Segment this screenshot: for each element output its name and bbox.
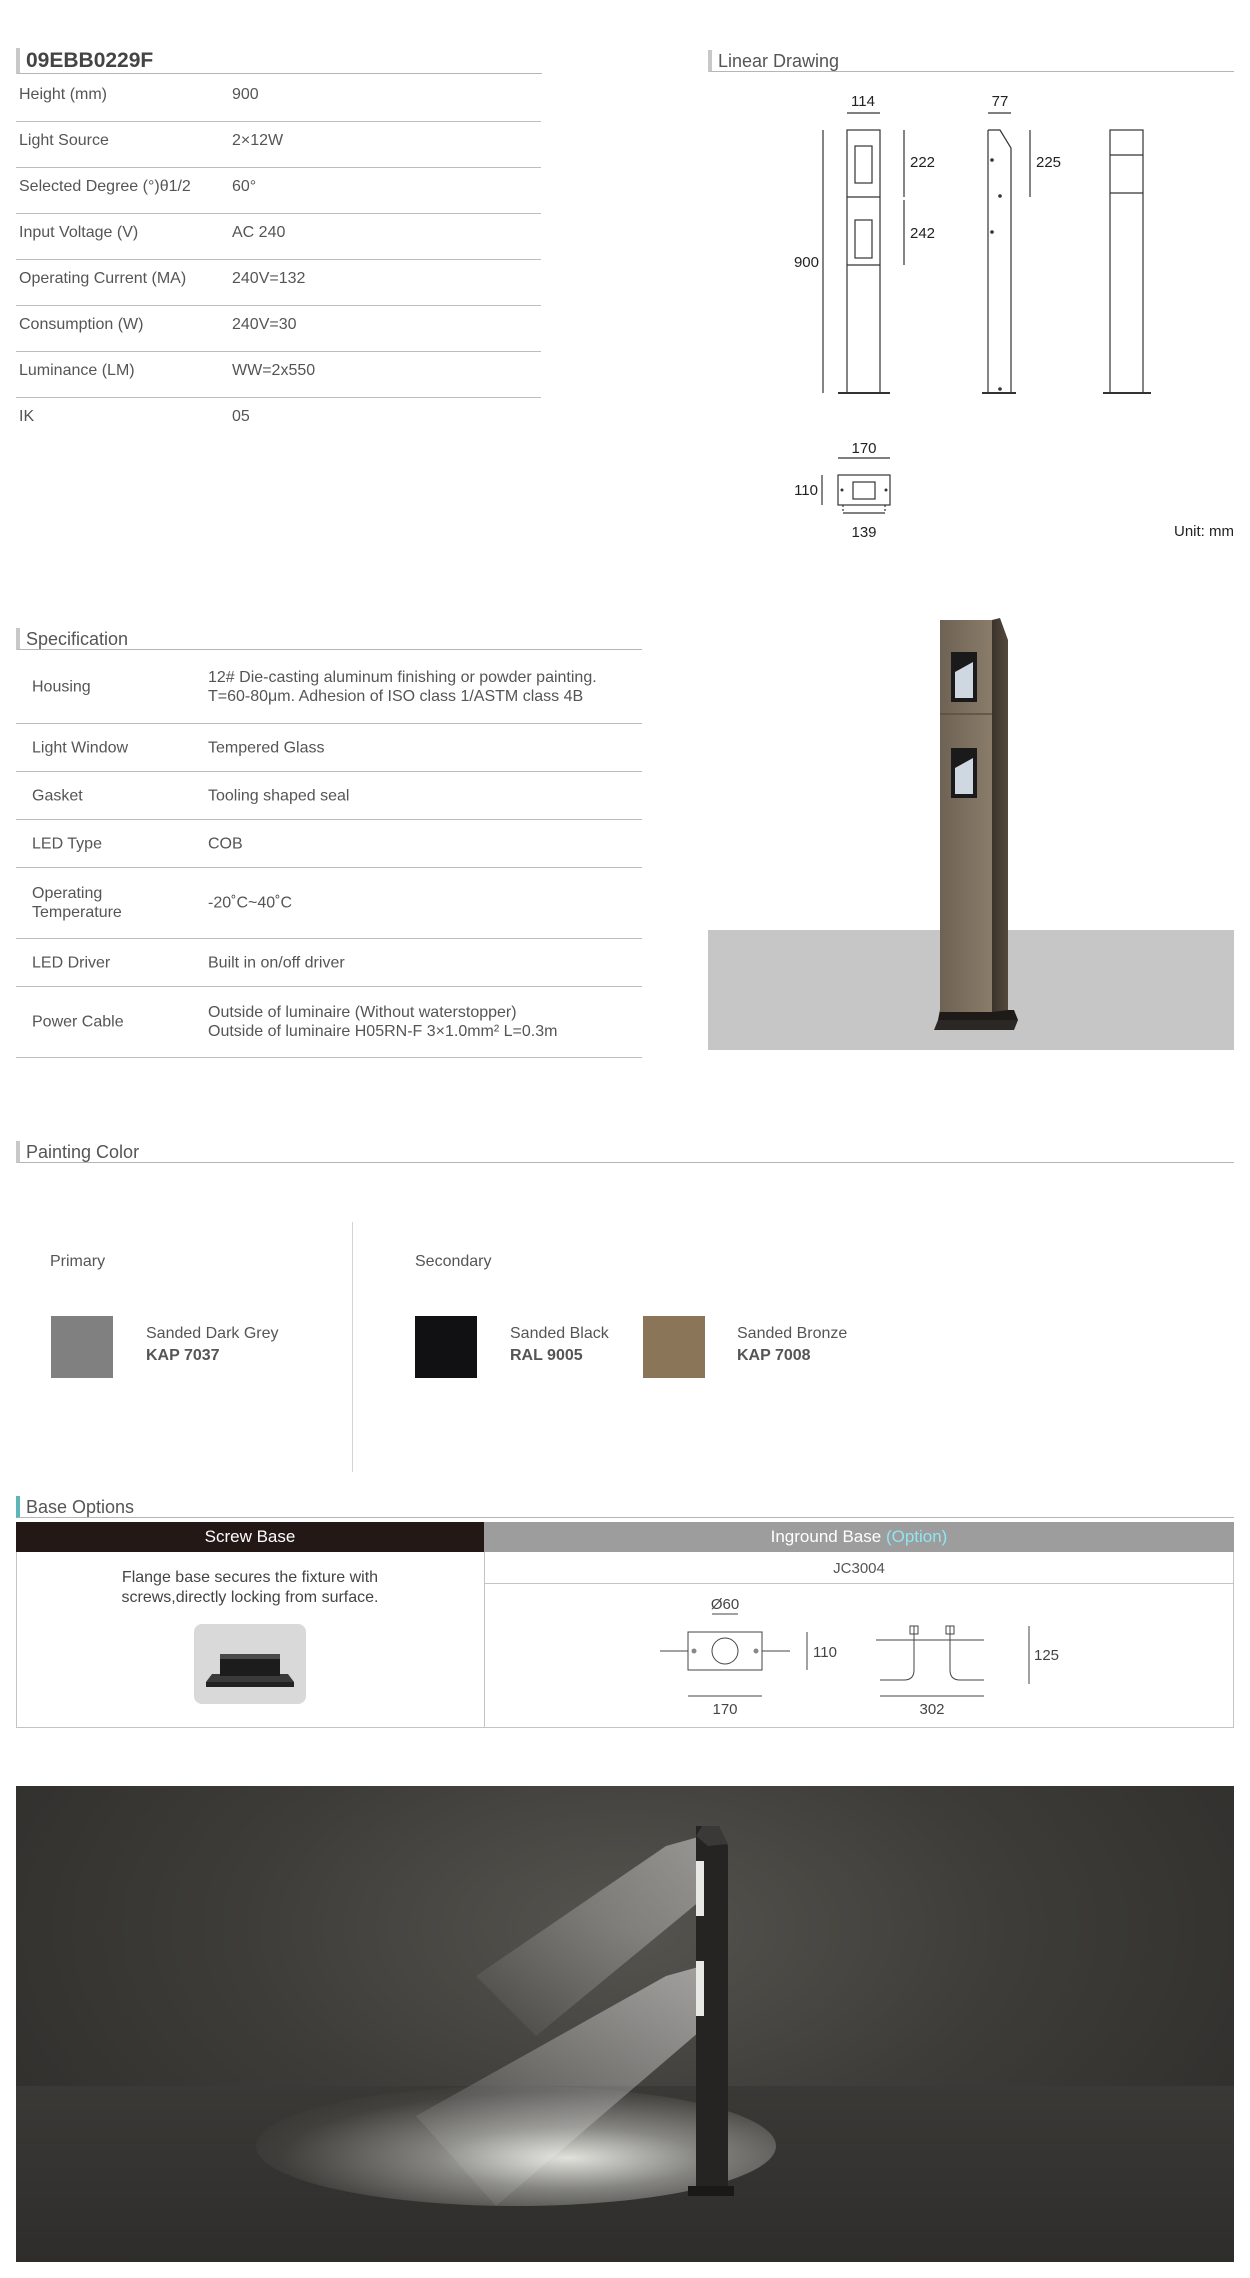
screw-base-image — [194, 1624, 306, 1704]
color-code: KAP 7008 — [737, 1347, 811, 1364]
spec-value: 12# Die-casting aluminum finishing or powder painting. T=60-80μm. Adhesion of ISO class 1/ASTM class 4B — [208, 669, 597, 705]
param-value: 240V=30 — [232, 316, 297, 333]
spec-row-led-type — [16, 820, 642, 868]
spec-label: LED Type — [32, 835, 102, 852]
spec-label: LED Driver — [32, 954, 111, 971]
param-label: Light Source — [19, 132, 109, 149]
color-swatch-dark-grey — [51, 1316, 113, 1378]
spec-row-operating-temperature — [16, 868, 642, 939]
color-code: RAL 9005 — [510, 1347, 583, 1364]
dim-base-depth: 110 — [794, 482, 818, 499]
param-value: WW=2x550 — [232, 362, 316, 379]
color-name: Sanded Dark Grey — [146, 1325, 279, 1342]
dim-plate-width: 170 — [712, 1701, 738, 1718]
spec-value: COB — [208, 835, 243, 852]
night-render — [16, 1786, 1234, 2262]
param-label: Input Voltage (V) — [19, 224, 139, 241]
screw-base-description: Flange base secures the fixture with screws,directly locking from surface. — [121, 1569, 379, 1606]
param-label: Consumption (W) — [19, 316, 144, 333]
secondary-label: Secondary — [415, 1253, 492, 1270]
dim-side-window: 225 — [1036, 154, 1062, 171]
spec-row-led-driver — [16, 939, 642, 987]
spec-label: Light Window — [32, 739, 129, 756]
option-tag: (Option) — [885, 1527, 948, 1546]
param-label: Height (mm) — [19, 86, 108, 103]
param-value: 60° — [232, 178, 257, 195]
param-label: Luminance (LM) — [19, 362, 135, 379]
spec-row-light-window — [16, 724, 642, 772]
unit-label: Unit: mm — [1174, 523, 1234, 540]
inground-base-header: Inground Base (Option) — [484, 1522, 1234, 1552]
spec-value: Tooling shaped seal — [208, 787, 350, 804]
spec-label: Gasket — [32, 787, 83, 804]
spec-value: Tempered Glass — [208, 739, 325, 756]
spec-row-gasket — [16, 772, 642, 820]
spec-label: Housing — [32, 678, 91, 696]
param-value: 240V=132 — [232, 270, 306, 287]
dim-base-width: 170 — [851, 440, 877, 457]
spec-value: Outside of luminaire (Without waterstopper) Outside of luminaire H05RN-F 3×1.0mm² L=0.3m — [208, 1004, 558, 1040]
product-code: 09EBB0229F — [16, 48, 542, 74]
primary-label: Primary — [50, 1253, 106, 1270]
dim-base-inner: 139 — [851, 524, 877, 541]
dim-window-2: 242 — [910, 225, 936, 242]
inground-model: JC3004 — [833, 1560, 885, 1577]
spec-row-housing — [16, 651, 642, 724]
dim-window-1: 222 — [910, 154, 936, 171]
spec-value: Built in on/off driver — [208, 954, 345, 971]
painting-divider — [352, 1222, 353, 1472]
dim-total-height: 900 — [793, 254, 819, 271]
linear-drawing-title: Linear Drawing — [708, 50, 1234, 72]
dim-plate-depth: 110 — [813, 1644, 837, 1661]
param-value: 2×12W — [232, 132, 284, 149]
painting-color-title: Painting Color — [16, 1141, 1234, 1163]
dim-diameter: Ø60 — [710, 1596, 740, 1613]
param-label: IK — [19, 408, 35, 425]
color-name: Sanded Black — [510, 1325, 609, 1342]
spec-row-power-cable — [16, 987, 642, 1058]
screw-base-header: Screw Base — [16, 1522, 484, 1552]
color-swatch-bronze — [643, 1316, 705, 1378]
color-name: Sanded Bronze — [737, 1325, 848, 1342]
spec-label: Operating Temperature — [32, 885, 122, 921]
specification-title: Specification — [16, 628, 642, 650]
spec-label: Power Cable — [32, 1013, 124, 1031]
spec-value: -20˚C~40˚C — [208, 894, 293, 912]
dim-front-width: 114 — [851, 93, 875, 110]
dim-side-width: 77 — [991, 93, 1009, 110]
color-swatch-black — [415, 1316, 477, 1378]
param-label: Operating Current (MA) — [19, 270, 187, 287]
product-render — [708, 610, 1234, 1050]
color-code: KAP 7037 — [146, 1347, 220, 1364]
base-options-title: Base Options — [16, 1496, 1234, 1518]
param-value: 05 — [232, 408, 250, 425]
param-value: AC 240 — [232, 224, 286, 241]
linear-drawing — [0, 0, 1250, 560]
inground-base-drawing — [484, 1584, 1234, 1728]
dim-anchor-width: 302 — [919, 1701, 945, 1718]
param-label: Selected Degree (°)θ1/2 — [19, 178, 191, 195]
dim-anchor-height: 125 — [1034, 1647, 1060, 1664]
param-value: 900 — [232, 86, 259, 103]
